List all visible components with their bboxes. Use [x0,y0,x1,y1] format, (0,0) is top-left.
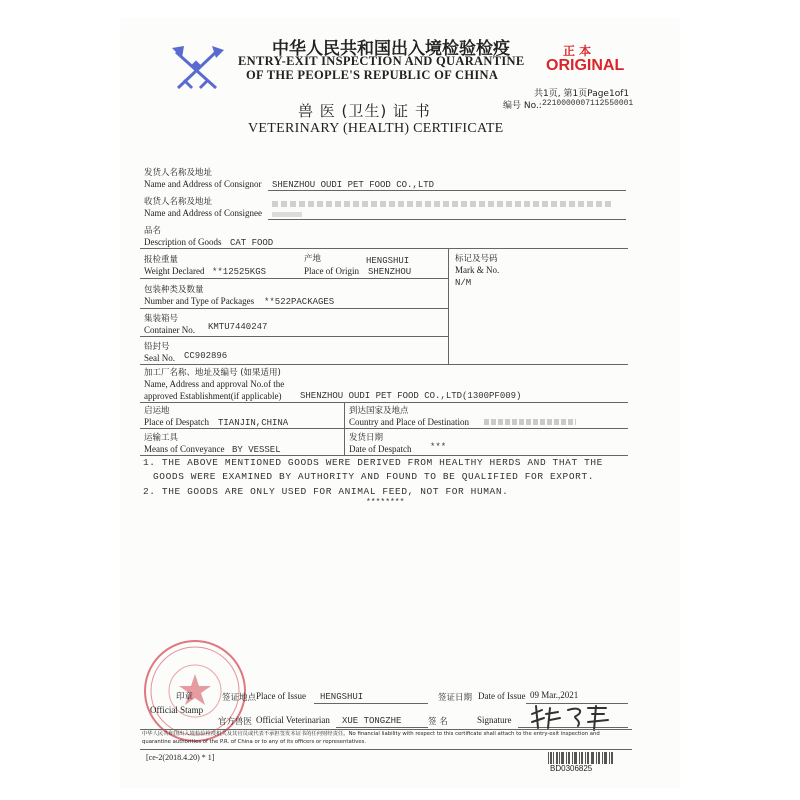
vet-label-cn: 官方兽医 [218,717,253,727]
consignee-underline [268,219,626,220]
destination-label-cn: 到达国家及地点 [349,406,409,416]
container-label-cn: 集装箱号 [144,314,179,324]
weight-label-en: Weight Declared [144,266,205,276]
page-info: 共1页, 第1页Page1of1 [534,89,630,99]
destination-label-en: Country and Place of Destination [349,417,469,427]
origin-label-cn: 产地 [304,254,322,264]
vet-value: XUE TONGZHE [342,716,402,726]
consignor-label-cn: 发货人名称及地址 [144,168,213,178]
date-despatch-label-cn: 发货日期 [349,433,384,443]
consignee-label-cn: 收货人名称及地址 [144,197,213,207]
date-despatch-value: *** [430,442,447,452]
title-cn: 兽 医 (卫生) 证 书 [298,102,431,120]
disclaimer-text [142,731,630,746]
vet-label-en: Official Veterinarian [256,715,330,725]
original-cn-label: 正 本 [563,44,592,58]
statement-line-2: GOODS WERE EXAMINED BY AUTHORITY AND FOUND TO BE QUALIFIED FOR EXPORT. [153,471,595,482]
org-name-cn: 中华人民共和国出入境检验检疫 [272,39,510,59]
disclaimer-en: No financial liability with respect to this certificate shall attach to the entry-exit inspection and quarantine authorities of the P.R. of China or to any of its officers or representatives. [142,731,600,745]
title-en: VETERINARY (HEALTH) CERTIFICATE [248,121,504,136]
weight-value: **12525KGS [212,267,267,277]
establishment-label-en-1: Name, Address and approval No.of the [144,379,285,389]
org-name-en-line1: ENTRY-EXIT INSPECTION AND QUARANTINE [238,54,525,68]
container-underline [140,336,448,337]
disclaimer-bottom-rule [140,749,632,750]
marks-label-cn: 标记及号码 [455,254,498,264]
consignee-obscured-2 [272,212,302,217]
seal-label-en: Seal No. [144,353,175,363]
stamp-label-cn: 印章 [176,692,194,702]
seal-label-cn: 铅封号 [144,342,170,352]
serial-number: 2210000007112550001 [542,99,634,108]
establishment-value: SHENZHOU OUDI PET FOOD CO.,LTD(1300PF009) [300,391,522,401]
statement-line-1: 1. THE ABOVE MENTIONED GOODS WERE DERIVED FROM HEALTHY HERDS AND THAT THE [143,457,603,468]
seal-value: CC902896 [184,351,228,361]
despatch-label-cn: 启运地 [144,406,170,416]
issue-date-value: 09 Mar.,2021 [530,690,579,700]
conveyance-value: BY VESSEL [232,445,281,455]
serial-label: 编号 No.: [503,101,542,111]
signature-icon [528,702,612,732]
despatch-divider [344,402,345,455]
goods-label-en: Description of Goods [144,237,222,247]
seal-underline [140,364,628,365]
goods-label-cn: 品名 [144,226,162,236]
establishment-underline [140,402,628,403]
packages-underline [140,308,448,309]
stamp-label-en: Official Stamp [150,705,204,715]
origin-value-1: HENGSHUI [366,256,410,266]
org-name-en-line2: OF THE PEOPLE'S REPUBLIC OF CHINA [246,68,499,82]
consignee-label-en: Name and Address of Consignee [144,208,262,218]
signature-label-cn: 签 名 [428,717,448,727]
destination-obscured [484,419,576,425]
vet-underline [336,727,428,728]
marks-value: N/M [455,278,472,288]
consignee-obscured [272,201,614,207]
origin-value-2: SHENZHOU [368,267,412,277]
despatch-value: TIANJIN,CHINA [218,418,289,428]
packages-value: **522PACKAGES [264,297,335,307]
goods-value: CAT FOOD [230,238,274,248]
disclaimer-top-rule [140,729,632,730]
ciq-emblem-icon [170,44,230,96]
container-label-en: Container No. [144,325,195,335]
issue-place-label-cn: 签证地点 [222,693,257,703]
disclaimer-cn: 中华人民共和国出入境检验检疫机关及其官员或代表不承担签发本证书的任何财经责任。 [142,731,349,737]
form-code: [ce-2(2018.4.20) * 1] [146,753,215,762]
despatch-underline [140,428,628,429]
consignor-value: SHENZHOU OUDI PET FOOD CO.,LTD [272,180,435,190]
issue-date-label-en: Date of Issue [478,691,526,701]
packages-label-cn: 包装种类及数量 [144,285,204,295]
barcode-icon [548,752,614,764]
consignor-underline [268,190,626,191]
marks-label-en: Mark & No. [455,265,500,275]
original-en-label: ORIGINAL [546,57,625,74]
goods-underline [140,248,628,249]
bottom-serial: BD0306825 [550,764,593,773]
date-despatch-label-en: Date of Despatch [349,444,412,454]
issue-place-label-en: Place of Issue [256,691,306,701]
packages-label-en: Number and Type of Packages [144,296,255,306]
conveyance-label-en: Means of Conveyance [144,444,225,454]
container-value: KMTU7440247 [208,322,268,332]
statement-end-mark: ******** [366,498,405,507]
origin-label-en: Place of Origin [304,266,359,276]
statement-line-3: 2. THE GOODS ARE ONLY USED FOR ANIMAL FEED, NOT FOR HUMAN. [143,486,509,497]
despatch-label-en: Place of Despatch [144,417,209,427]
issue-place-value: HENGSHUI [320,692,364,702]
establishment-label-cn: 加工厂名称、地址及编号 (如果适用) [144,368,281,378]
weight-row-underline [140,278,448,279]
consignor-label-en: Name and Address of Consignor [144,179,262,189]
establishment-label-en-2: approved Establishment(if applicable) [144,391,282,401]
weight-label-cn: 报检重量 [144,255,179,265]
marks-divider [448,248,449,364]
issue-date-label-cn: 签证日期 [438,693,473,703]
signature-label-en: Signature [477,715,512,725]
conveyance-underline [140,455,628,456]
issue-place-underline [314,703,428,704]
conveyance-label-cn: 运输工具 [144,433,179,443]
